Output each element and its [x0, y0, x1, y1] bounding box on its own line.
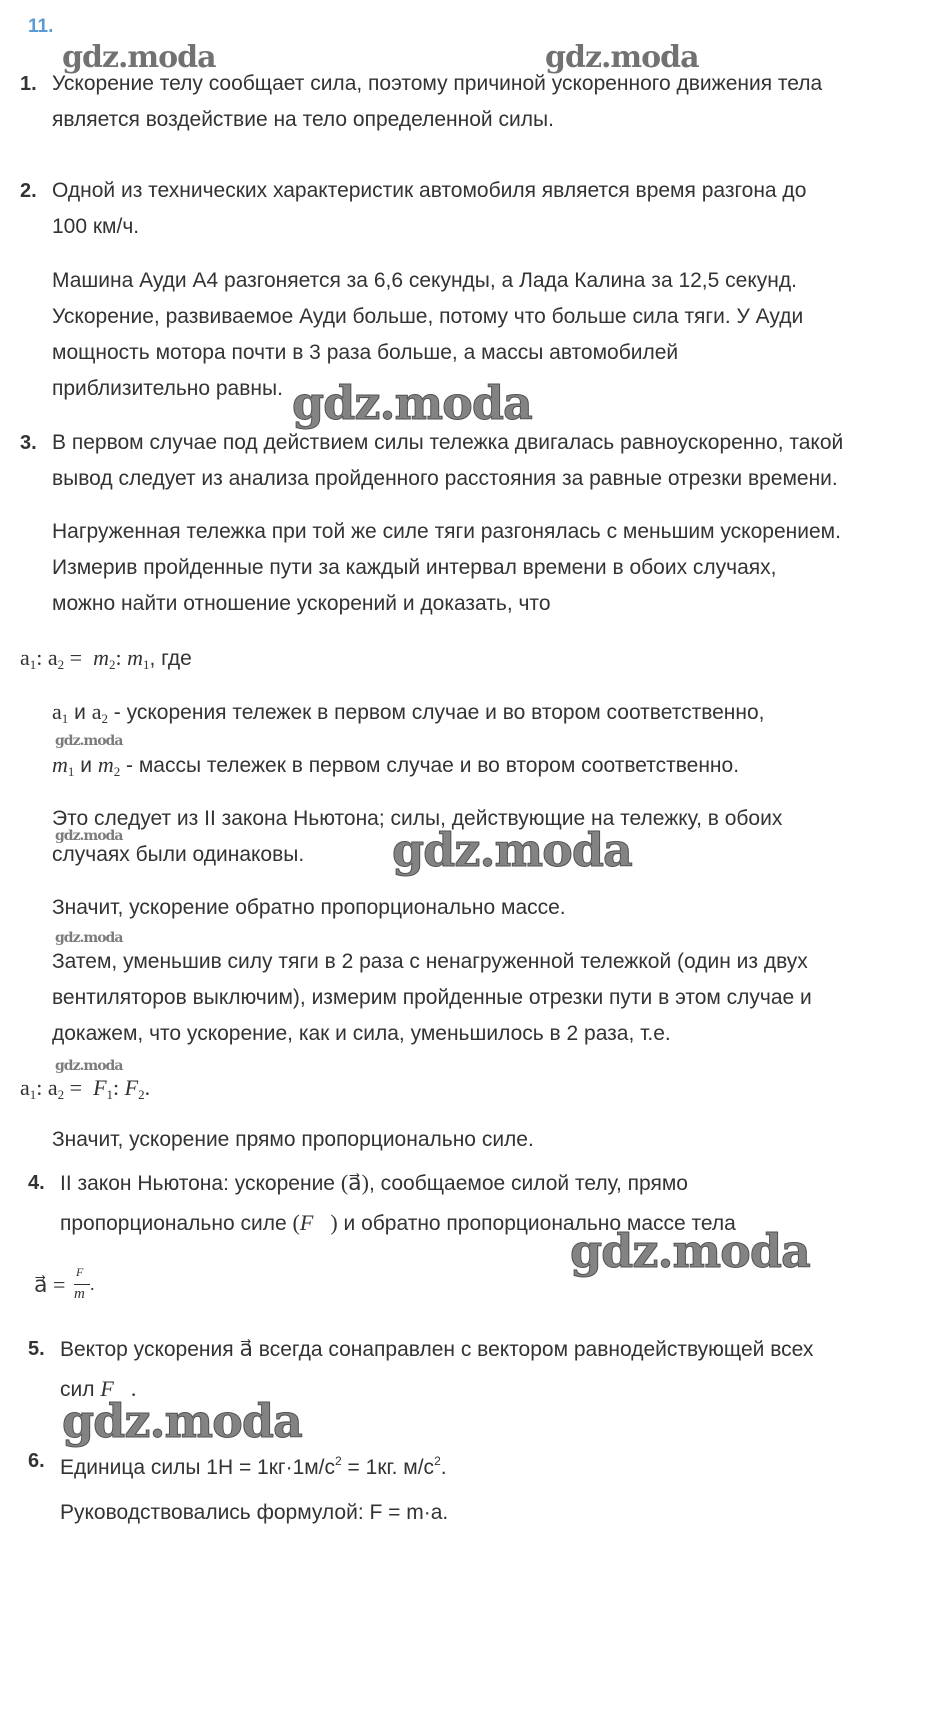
item-number: 4. — [28, 1172, 45, 1194]
text-line: Ускорение телу сообщает сила, поэтому причиной ускоренного движения тела — [52, 72, 823, 95]
text-line: вывод следует из анализа пройденного расстояния за равные отрезки времени. — [52, 467, 838, 490]
text-line: Это следует из II закона Ньютона; силы, действующие на тележку, в обоих — [52, 807, 783, 830]
watermark: gdz.moda — [545, 40, 699, 75]
item-number: 3. — [20, 432, 37, 454]
text-line: Значит, ускорение обратно пропорционально массе. — [52, 896, 566, 919]
text-line: Вектор ускорения a⃗ всегда сонаправлен с вектором равнодействующей всех — [60, 1336, 814, 1361]
task-number: 11. — [28, 16, 54, 37]
definition-accelerations: $a_1$ и $a_2$ - ускорения тележек в первом случае и во втором соответственно, — [52, 699, 765, 726]
text-line: докажем, что ускорение, как и сила, уменьшилось в 2 раза, т.е. — [52, 1022, 671, 1045]
watermark: gdz.moda — [392, 823, 632, 877]
formula-acceleration-mass: $a_1$: $a_2 = m_2$: $m_1$, где — [20, 645, 192, 672]
text-line: Затем, уменьшив силу тяги в 2 раза с ненагруженной тележкой (один из двух — [52, 950, 808, 973]
text-line: мощность мотора почти в 3 раза больше, а массы автомобилей — [52, 341, 679, 364]
text-line: Одной из технических характеристик автомобиля является время разгона до — [52, 179, 807, 202]
item-number: 1. — [20, 73, 37, 95]
text-line: Измерив пройденные пути за каждый интервал времени в обоих случаях, — [52, 556, 777, 579]
text-line: случаях были одинаковы. — [52, 843, 305, 866]
definition-masses: $m_1$ и $m_2$ - массы тележек в первом случае и во втором соответственно. — [52, 752, 740, 779]
formula-tail: , где — [149, 647, 192, 670]
text-line: Руководствовались формулой: F = m·a. — [60, 1501, 449, 1524]
text-line: В первом случае под действием силы тележка двигалась равноускоренно, такой — [52, 431, 844, 454]
item-number: 5. — [28, 1338, 45, 1360]
text-line: сил F⃗. — [60, 1376, 137, 1401]
item-number: 2. — [20, 180, 37, 202]
text-line: 100 км/ч. — [52, 215, 140, 238]
text-line: вентиляторов выключим), измерим пройденные отрезки пути в этом случае и — [52, 986, 812, 1009]
watermark: gdz.moda — [292, 376, 532, 430]
watermark: gdz.moda — [570, 1224, 810, 1278]
text-line: можно найти отношение ускорений и доказать, что — [52, 592, 551, 615]
text-line: II закон Ньютона: ускорение (a⃗), сообщаемое силой телу, прямо — [60, 1170, 688, 1195]
text-line: Нагруженная тележка при той же силе тяги разгонялась с меньшим ускорением. — [52, 520, 841, 543]
watermark: gdz.moda — [55, 1058, 123, 1074]
text-line: является воздействие на тело определенной силы. — [52, 108, 554, 131]
text-line: Единица силы $1Н = 1кг\cdot 1м/с^2 = 1кг$. $м/с^2$. — [60, 1454, 447, 1479]
text-line: Ускорение, развиваемое Ауди больше, потому что больше сила тяги. У Ауди — [52, 305, 804, 328]
formula-newton-second-law: a⃗ = F⃗ m . — [34, 1265, 95, 1302]
watermark: gdz.moda — [62, 40, 216, 75]
watermark: gdz.moda — [55, 930, 123, 946]
text-line: приблизительно равны. — [52, 377, 283, 400]
watermark: gdz.moda — [55, 828, 123, 844]
watermark: gdz.moda — [55, 733, 123, 749]
text-line: пропорционально силе (F⃗) и обратно пропорционально массе тела — [60, 1210, 736, 1235]
formula-acceleration-force: $a_1$: $a_2 = F_1$: $F_2$. — [20, 1075, 151, 1102]
text-line: Машина Ауди А4 разгоняется за 6,6 секунды, а Лада Калина за 12,5 секунд. — [52, 269, 797, 292]
item-number: 6. — [28, 1450, 45, 1472]
text-line: Значит, ускорение прямо пропорционально силе. — [52, 1128, 534, 1151]
watermark: gdz.moda — [62, 1394, 302, 1448]
